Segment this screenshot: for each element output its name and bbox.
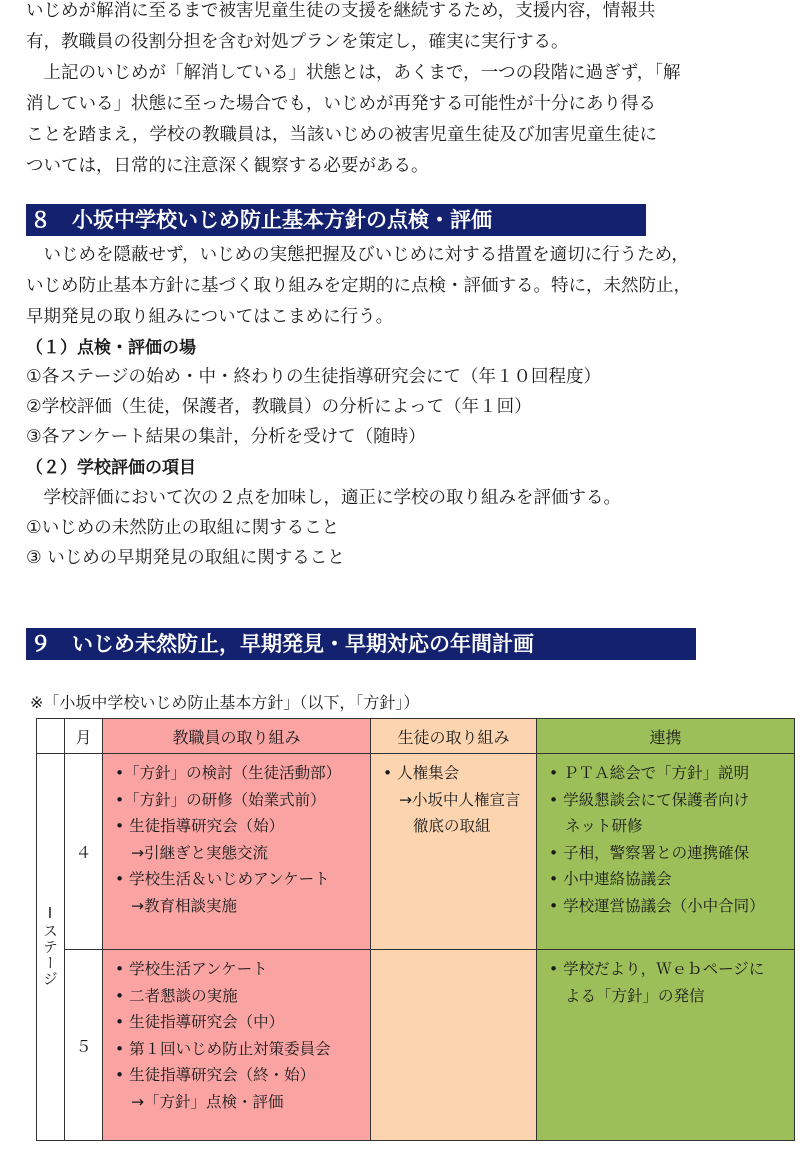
intro-line-3: 上記のいじめが「解消している」状態とは，あくまで，一つの段階に過ぎず，「解 [26, 63, 681, 83]
review-venue-item-3: ③各アンケート結果の集計，分析を受けて（随時） [26, 427, 426, 447]
teacher-cell-may [103, 950, 371, 1141]
list-item: →引継ぎと実態交流 [131, 843, 268, 862]
list-item: • 学校生活アンケート [115, 960, 268, 978]
list-item: • 学校だより，Ｗｅｂページに [549, 960, 765, 978]
evaluation-item-1: ①いじめの未然防止の取組に関すること [26, 518, 340, 538]
table-row-april [37, 754, 795, 950]
list-item: • 子相，警察署との連携確保 [549, 843, 750, 862]
header-student: 生徒の取り組み [371, 719, 537, 754]
month-cell-april: ４ [65, 754, 103, 950]
list-item: • 生徒指導研究会（終・始） [115, 1066, 316, 1085]
evaluation-item-2: ③ いじめの早期発見の取組に関すること [26, 548, 345, 568]
table-note: ※「小坂中学校いじめ防止基本方針」（以下，「方針」） [30, 693, 420, 712]
section-8-body-line-3: 早期発見の取り組みについてはこまめに行う。 [26, 307, 394, 327]
header-link: 連携 [537, 719, 795, 754]
link-cell-april [537, 754, 795, 950]
review-venue-item-1: ①各ステージの始め・中・終わりの生徒指導研究会にて（年１０回程度） [26, 367, 601, 387]
list-item: • 二者懇談の実施 [115, 986, 238, 1005]
student-cell-april [371, 754, 537, 950]
list-item: ネット研修 [565, 817, 643, 836]
subheading-review-venue: （１）点検・評価の場 [26, 338, 196, 358]
section-8-heading: ８ 小坂中学校いじめ防止基本方針の点検・評価 [26, 204, 646, 236]
list-item: • ＰＴＡ総会で「方針」説明 [549, 764, 750, 782]
list-item: →教育相談実施 [131, 896, 237, 915]
section-9-heading: ９ いじめ未然防止，早期発見・早期対応の年間計画 [26, 628, 696, 660]
link-cell-may [537, 950, 795, 1141]
list-item: • 学校生活＆いじめアンケート [115, 870, 330, 889]
intro-line-6: ついては，日常的に注意深く観察する必要がある。 [26, 156, 429, 176]
list-item: •「方針」の研修（始業式前） [115, 790, 326, 809]
list-item: →「方針」点検・評価 [131, 1092, 284, 1111]
list-item: • 学校運営協議会（小中合同） [549, 896, 765, 915]
list-item: →小坂中人権宣言 [399, 790, 521, 809]
list-item: • 第１回いじめ防止対策委員会 [115, 1039, 331, 1058]
list-item: よる「方針」の発信 [565, 986, 705, 1005]
list-item: •「方針」の検討（生徒活動部） [115, 764, 342, 782]
review-venue-item-2: ②学校評価（生徒，保護者，教職員）の分析によって（年１回） [26, 397, 532, 417]
intro-line-4: 消している」状態に至った場合でも，いじめが再発する可能性が十分にあり得る [26, 94, 656, 114]
student-cell-may [371, 950, 537, 1141]
annual-plan-table [36, 718, 795, 1141]
intro-line-2: 有，教職員の役割分担を含む対処プランを策定し，確実に実行する。 [26, 32, 569, 52]
header-teacher: 教職員の取り組み [103, 719, 371, 754]
list-item: 徹底の取組 [413, 817, 491, 836]
list-item: • 生徒指導研究会（始） [115, 817, 285, 836]
list-item: • 生徒指導研究会（中） [115, 1013, 285, 1032]
intro-line-5: ことを踏まえ，学校の教職員は，当該いじめの被害児童生徒及び加害児童生徒に [26, 125, 658, 145]
teacher-cell-april [103, 754, 371, 950]
table-row-may [37, 950, 795, 1141]
section-8-body-line-2: いじめ防止基本方針に基づく取り組みを定期的に点検・評価する。特に，未然防止， [26, 276, 691, 296]
header-stage-blank [37, 719, 65, 754]
section-8-body-line-1: いじめを隠蔽せず，いじめの実態把握及びいじめに対する措置を適切に行うため， [26, 245, 689, 265]
intro-line-1: いじめが解消に至るまで被害児童生徒の支援を継続するため，支援内容，情報共 [26, 1, 656, 21]
header-month: 月 [65, 719, 103, 754]
list-item: • 人権集会 [383, 764, 460, 782]
list-item: • 学級懇談会にて保護者向け [549, 790, 750, 809]
stage-cell [37, 754, 65, 1141]
list-item: • 小中連絡協議会 [549, 870, 672, 889]
table-header-row [37, 719, 795, 754]
evaluation-intro: 学校評価において次の２点を加味し，適正に学校の取り組みを評価する。 [26, 488, 621, 508]
subheading-evaluation-items: （２）学校評価の項目 [26, 458, 196, 478]
month-cell-may: ５ [65, 950, 103, 1141]
stage-label: Ⅰステージ [41, 903, 59, 987]
